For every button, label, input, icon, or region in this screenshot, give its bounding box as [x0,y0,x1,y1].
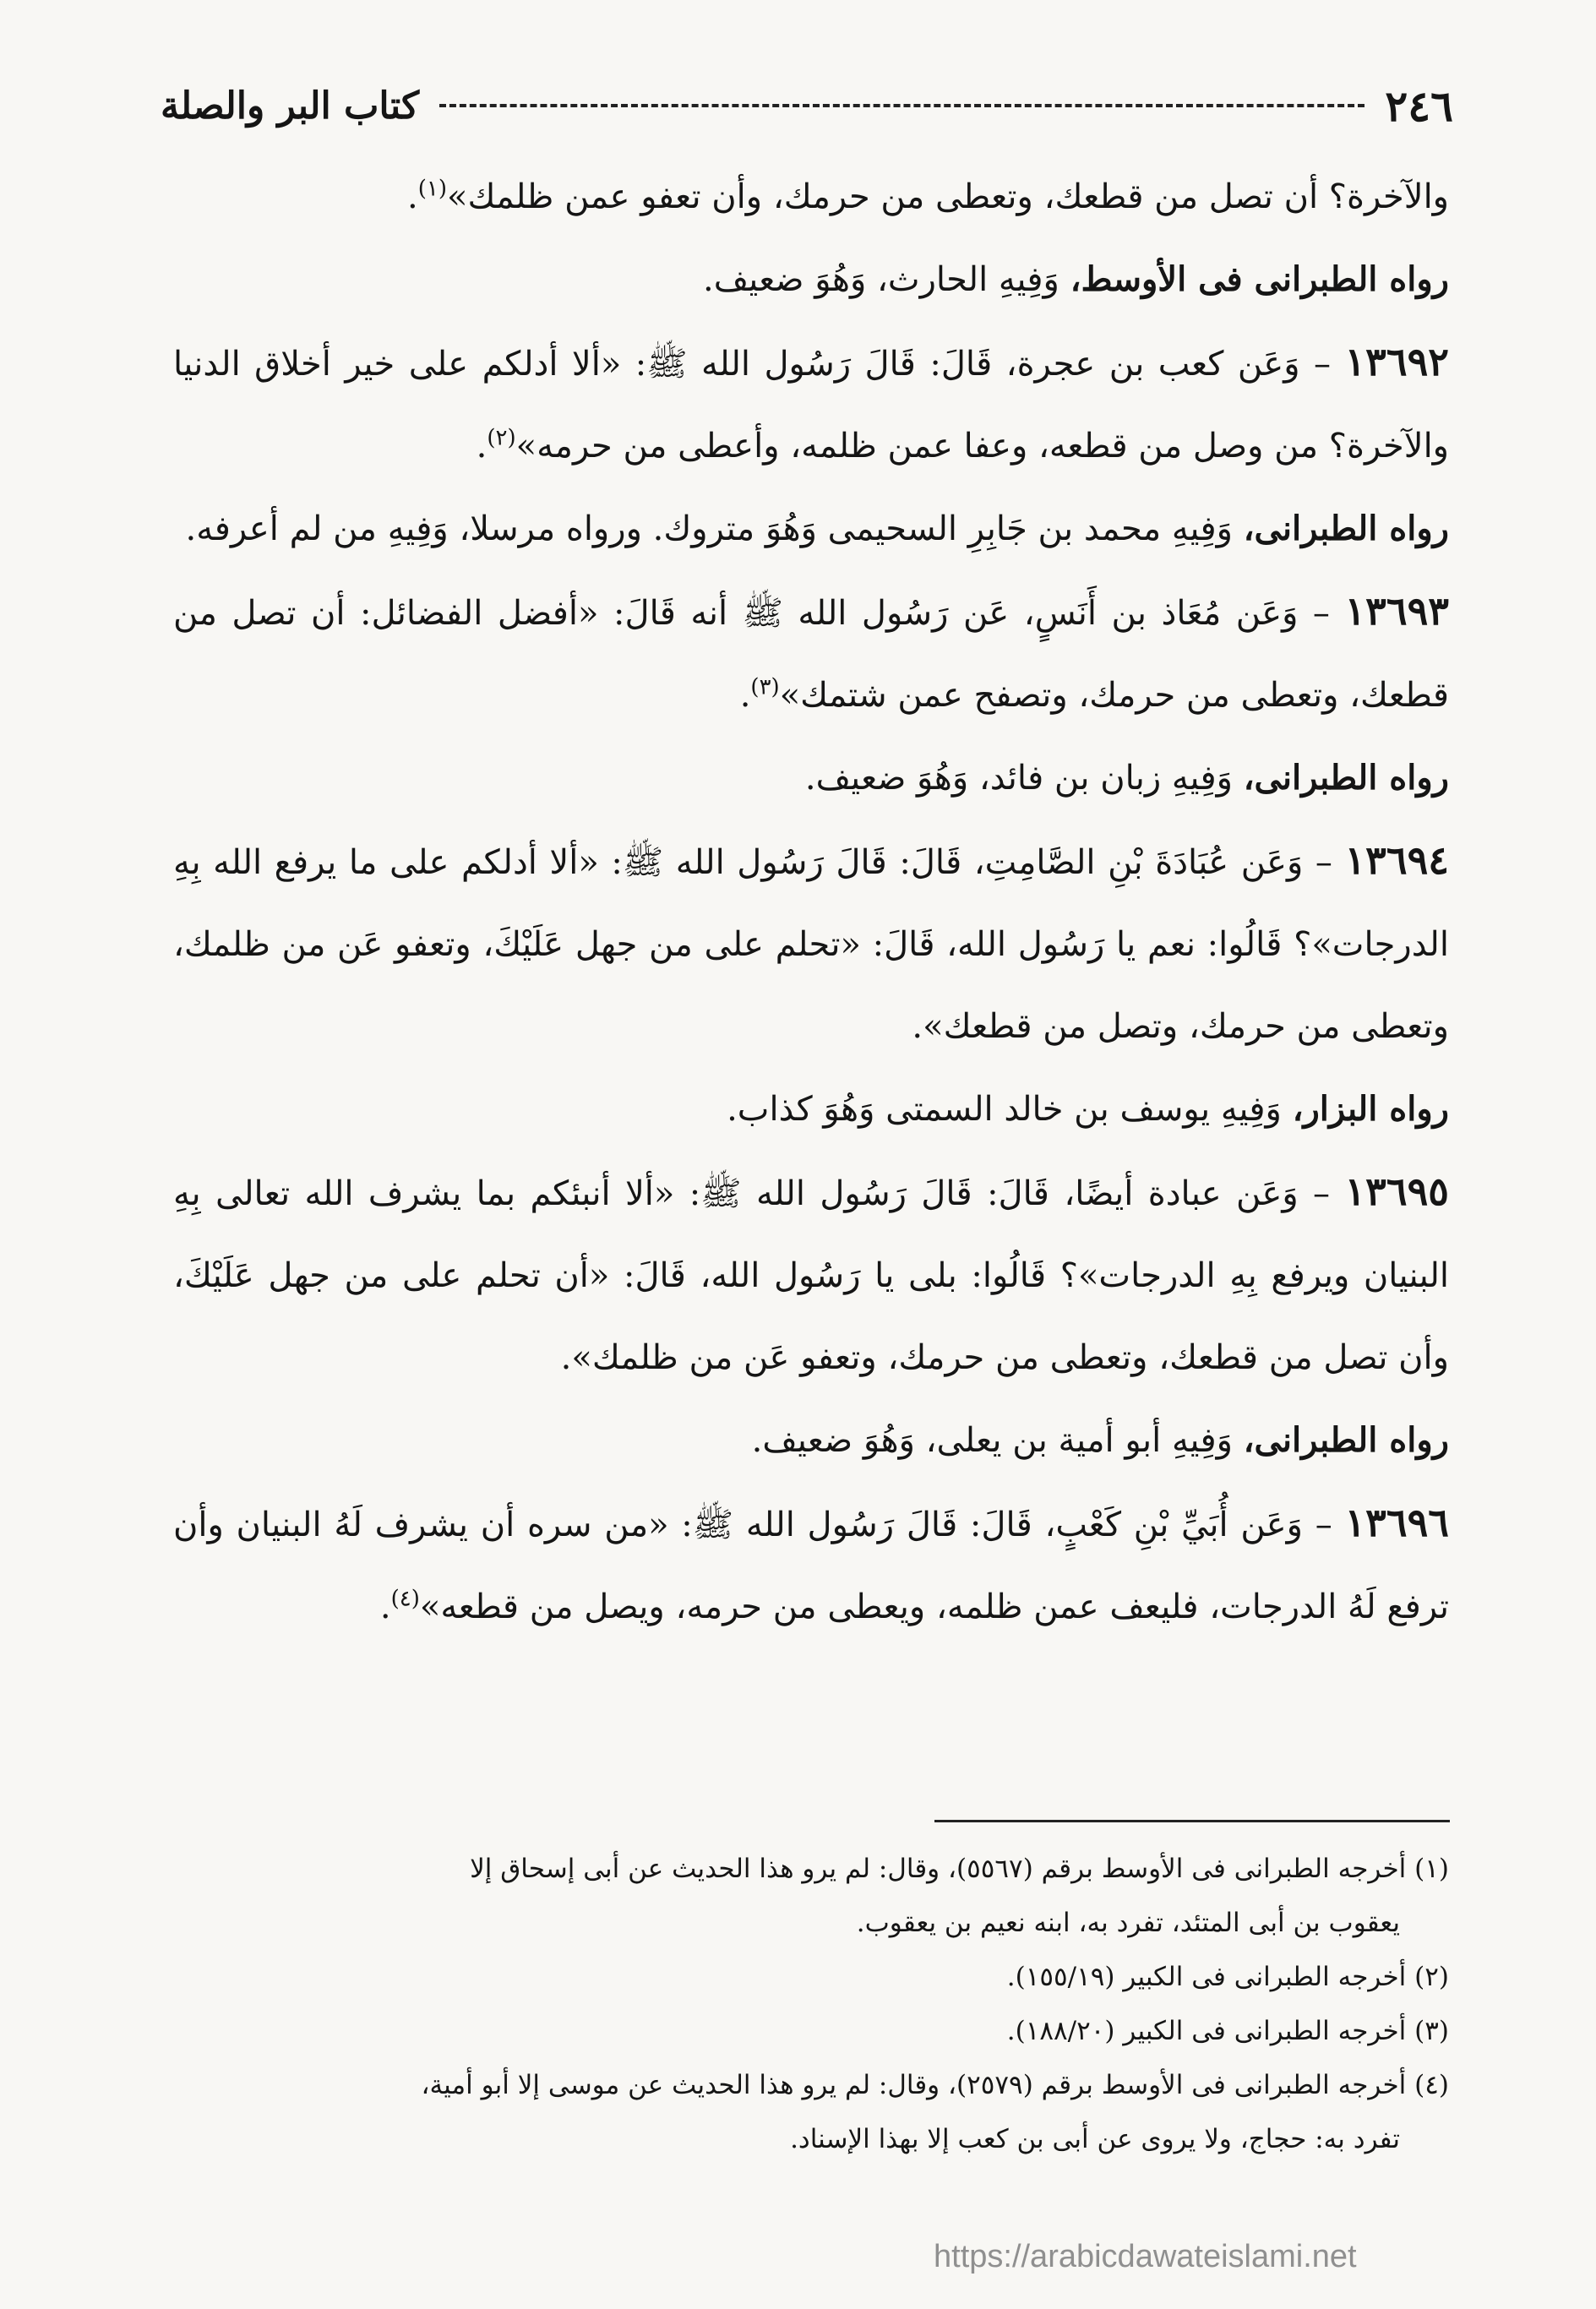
narration-note [173,737,1449,820]
page-header [161,80,1453,131]
hadith-text: – وَعَن أُبَيِّ بْنِ كَعْبٍ، قَالَ: قَالَ رَسُول الله ﷺ: «من سره أن يشرف لَهُ البنيان وأن ترفع لَهُ الدرجات، فليعف عمن ظلمه، ويعطى من حرمه، ويصل من قطعه» [173,1506,1449,1626]
narration-text: وَفِيهِ زبان بن فائد، وَهُوَ ضعيف. [804,759,1244,798]
hadith-13696 [173,1482,1449,1648]
footnote-3 [173,2004,1449,2058]
hadith-number: ١٣٦٩٥ [1344,1168,1449,1214]
footnote-number: (١) [1414,1854,1449,1884]
footnote-2 [173,1950,1449,2004]
narration-source: رواه الطبرانى، [1243,758,1449,798]
paragraph-end: . [739,676,751,715]
narration-text: وَفِيهِ أبو أمية بن يعلى، وَهُوَ ضعيف. [751,1421,1244,1460]
footnote-text: أخرجه الطبرانى فى الكبير (١٥٥/١٩). [1006,1962,1407,1992]
main-text [173,156,1449,1648]
narration-note [173,1399,1449,1482]
footnote-number: (٣) [1414,2016,1449,2046]
narration-source: رواه الطبرانى، [1243,509,1449,548]
hadith-number: ١٣٦٩٢ [1344,339,1449,384]
footnote-text-continued: يعقوب بن أبى المتئد، تفرد به، ابنه نعيم بن يعقوب. [856,1908,1400,1938]
narration-source: رواه الطبرانى، [1243,1420,1449,1460]
footnote-text: أخرجه الطبرانى فى الكبير (١٨٨/٢٠). [1006,2016,1407,2046]
hadith-text: – وَعَن عبادة أيضًا، قَالَ: قَالَ رَسُول الله ﷺ: «ألا أنبئكم بما يشرف الله تعالى بِهِ البنيان ويرفع بِهِ الدرجات»؟ قَالُوا: بلى يا رَسُول الله، قَالَ: «أن تحلم على من جهل عَلَيْكَ، وأن تصل من قطعك، وتعطى من حرمك، وتعفو عَن من ظلمك». [173,1174,1449,1377]
footnote-ref: (٢) [487,425,516,451]
footnote-text: أخرجه الطبرانى فى الأوسط برقم (٥٥٦٧)، وقال: لم يرو هذا الحديث عن أبى إسحاق إلا [470,1854,1407,1884]
footnote-number: (٢) [1414,1962,1449,1992]
hadith-text: – وَعَن كعب بن عجرة، قَالَ: قَالَ رَسُول الله ﷺ: «ألا أدلكم على خير أخلاق الدنيا والآخرة؟ من وصل من قطعه، وعفا عمن ظلمه، وأعطى من حرمه» [173,345,1449,466]
narration-note [173,1068,1449,1151]
paragraph-continuation [173,156,1449,238]
footnote-ref: (١) [417,176,447,202]
hadith-number: ١٣٦٩٦ [1344,1500,1449,1545]
hadith-text: – وَعَن مُعَاذ بن أَنَسٍ، عَن رَسُول الله ﷺ أنه قَالَ: «أفضل الفضائل: أن تصل من قطعك، وتعطى من حرمك، وتصفح عمن شتمك» [173,594,1449,715]
hadith-13695 [173,1151,1449,1399]
book-title: كتاب البر والصلة [161,84,420,128]
footnote-4 [173,2058,1449,2166]
header-dashed-rule [439,104,1364,107]
hadith-text: – وَعَن عُبَادَةَ بْنِ الصَّامِتِ، قَالَ: قَالَ رَسُول الله ﷺ: «ألا أدلكم على ما يرفع الله بِهِ الدرجات»؟ قَالُوا: نعم يا رَسُول الله، قَالَ: «تحلم على من جهل عَلَيْكَ، وتعفو عَن من ظلمك، وتعطى من حرمك، وتصل من قطعك». [173,843,1449,1046]
hadith-number: ١٣٦٩٣ [1344,588,1449,634]
footnote-1 [173,1842,1449,1950]
hadith-13693 [173,570,1449,737]
paragraph-end: . [476,427,488,466]
hadith-number: ١٣٦٩٤ [1344,837,1449,883]
hadith-13694 [173,820,1449,1068]
paragraph-end: . [407,177,418,216]
narration-source: رواه البزار، [1292,1089,1449,1129]
narration-text: وَفِيهِ محمد بن جَابِرِ السحيمى وَهُوَ متروك. ورواه مرسلا، وَفِيهِ من لم أعرفه. [185,509,1244,548]
footnote-separator [934,1820,1450,1822]
narration-source: رواه الطبرانى فى الأوسط، [1070,259,1449,299]
footnote-text: أخرجه الطبرانى فى الأوسط برقم (٢٥٧٩)، وقال: لم يرو هذا الحديث عن موسى إلا أبو أمية، [421,2070,1407,2100]
page-number: ٢٤٦ [1385,80,1453,131]
narration-note [173,487,1449,570]
narration-text: وَفِيهِ يوسف بن خالد السمتى وَهُوَ كذاب. [727,1090,1293,1129]
footnote-number: (٤) [1414,2070,1449,2100]
narration-text: وَفِيهِ الحارث، وَهُوَ ضعيف. [703,260,1070,299]
footnote-text-continued: تفرد به: حجاج، ولا يروى عن أبى بن كعب إلا بهذا الإسناد. [790,2124,1400,2154]
website-watermark: https://arabicdawateislami.net [934,2239,1357,2274]
narration-note [173,238,1449,321]
paragraph-end: . [379,1587,391,1626]
footnote-ref: (٣) [750,674,780,700]
hadith-13692 [173,321,1449,487]
footnotes [173,1842,1449,2166]
footnote-ref: (٤) [390,1586,420,1612]
paragraph-text: والآخرة؟ أن تصل من قطعك، وتعطى من حرمك، وأن تعفو عمن ظلمك» [447,177,1449,216]
